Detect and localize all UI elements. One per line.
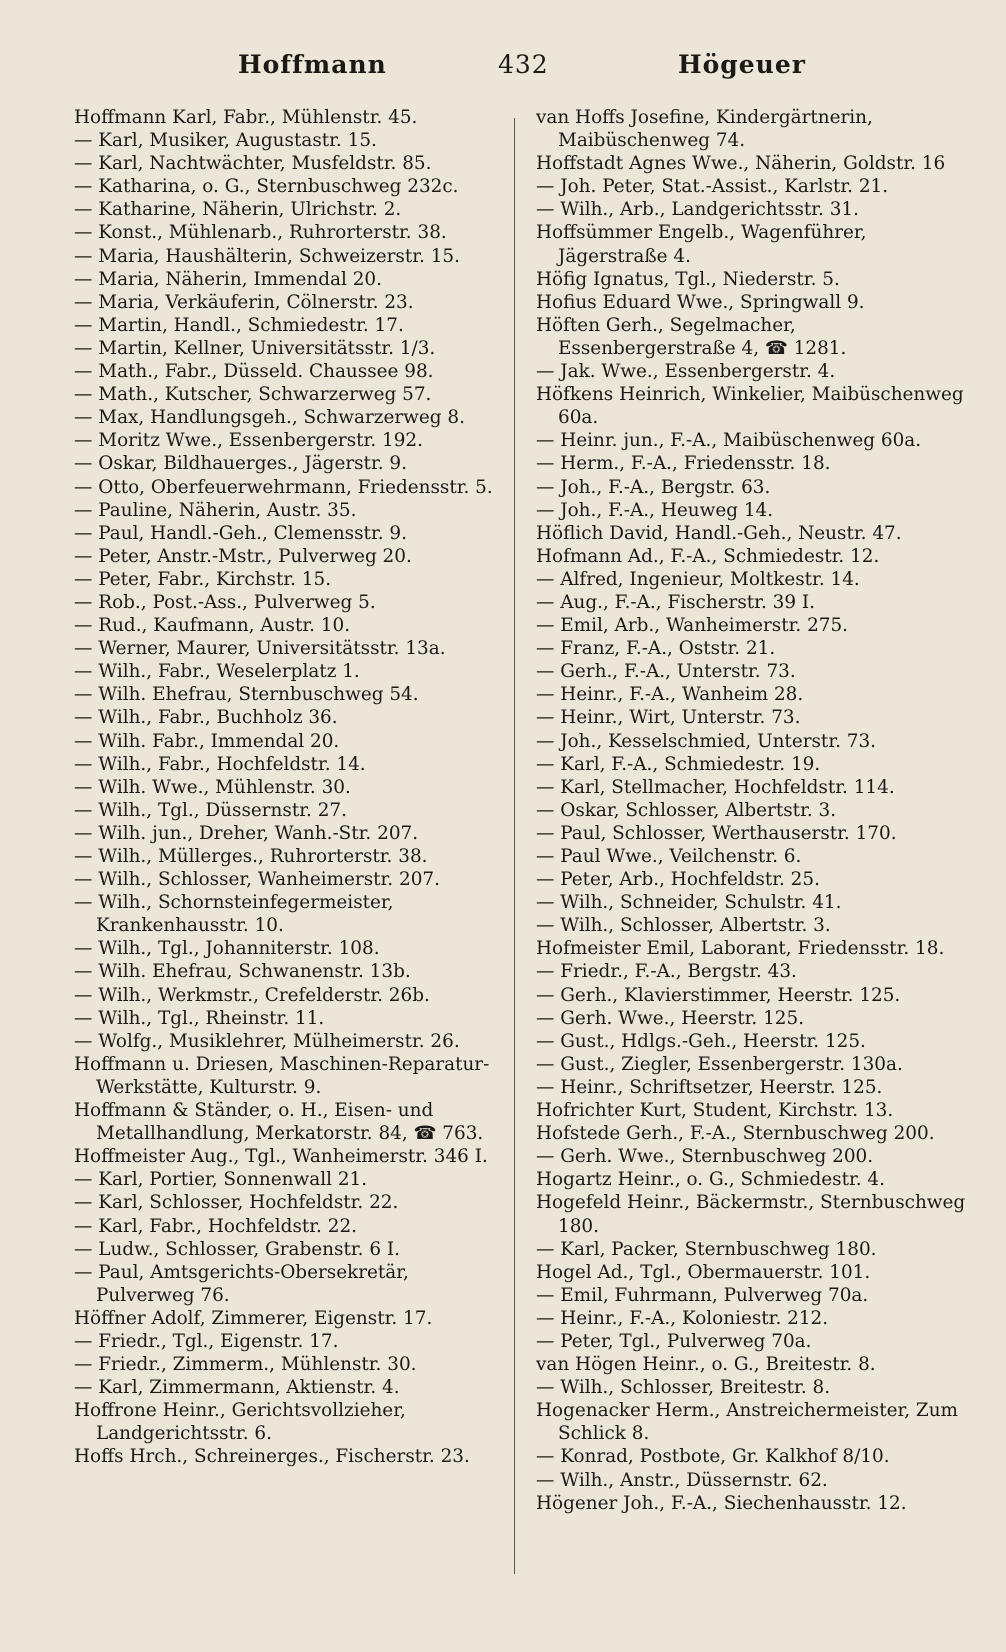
directory-entry: — Wilh., Werkmstr., Crefelderstr. 26b. [74,984,430,1006]
directory-entry: — Aug., F.-A., Fischerstr. 39 I. [536,591,815,613]
directory-entry: — Moritz Wwe., Essenbergerstr. 192. [74,430,423,452]
directory-entry: — Konst., Mühlenarb., Ruhrorterstr. 38. [74,222,447,244]
directory-entry: — Peter, Arb., Hochfeldstr. 25. [536,869,820,891]
directory-entry: — Karl, Fabr., Hochfeldstr. 22. [74,1215,357,1237]
directory-entry: — Ludw., Schlosser, Grabenstr. 6 I. [74,1238,400,1260]
directory-entry: — Karl, Musiker, Augustastr. 15. [74,130,377,152]
directory-entry: — Wilh. jun., Dreher, Wanh.-Str. 207. [74,822,419,844]
directory-entry: — Wilh., Tgl., Düssernstr. 27. [74,799,347,821]
directory-entry: — Friedr., Tgl., Eigenstr. 17. [74,1330,339,1352]
directory-entry: — Wolfg., Musiklehrer, Mülheimerstr. 26. [74,1030,460,1052]
directory-entry: Hoffmann u. Driesen, Maschinen-Reparatur-Werkstätte, Kulturstr. 9. [74,1053,490,1098]
directory-entry: — Karl, Schlosser, Hochfeldstr. 22. [74,1192,399,1214]
directory-entry: — Wilh., Arb., Landgerichtsstr. 31. [536,199,859,221]
left-column [74,106,504,1469]
directory-entry: Höfig Ignatus, Tgl., Niederstr. 5. [536,268,840,290]
directory-entry: Hogenacker Herm., Anstreichermeister, Zum Schlick 8. [536,1400,958,1445]
directory-entry: — Rud., Kaufmann, Austr. 10. [74,615,351,637]
directory-entry: Hogefeld Heinr., Bäckermstr., Sternbuschweg 180. [536,1192,966,1237]
directory-entry: Hofius Eduard Wwe., Springwall 9. [536,291,865,313]
directory-entry: van Hoffs Josefine, Kindergärtnerin, Maibüschenweg 74. [536,107,873,152]
directory-entry: — Katharina, o. G., Sternbuschweg 232c. [74,176,459,198]
directory-entry: Hogartz Heinr., o. G., Schmiedestr. 4. [536,1169,885,1191]
directory-entry: — Joh., F.-A., Heuweg 14. [536,499,774,521]
directory-entry: Höflich David, Handl.-Geh., Neustr. 47. [536,522,902,544]
directory-entry: — Gust., Ziegler, Essenbergerstr. 130a. [536,1053,903,1075]
directory-entry: — Gerh., Klavierstimmer, Heerstr. 125. [536,984,901,1006]
directory-entry: — Wilh. Fabr., Immendal 20. [74,730,340,752]
directory-entry: Hofmann Ad., F.-A., Schmiedestr. 12. [536,545,880,567]
directory-entry: — Math., Kutscher, Schwarzerweg 57. [74,384,432,406]
directory-entry: Hoffstadt Agnes Wwe., Näherin, Goldstr. 16 [536,153,946,175]
directory-entry: — Wilh., Tgl., Johanniterstr. 108. [74,938,380,960]
directory-entry: — Martin, Handl., Schmiedestr. 17. [74,314,404,336]
running-head-right: Högeuer [678,50,806,79]
directory-entry: — Friedr., F.-A., Bergstr. 43. [536,961,797,983]
directory-entry: — Otto, Oberfeuerwehrmann, Friedensstr. 5. [74,476,493,498]
directory-entry: Hofrichter Kurt, Student, Kirchstr. 13. [536,1100,894,1122]
directory-entry: — Heinr., Wirt, Unterstr. 73. [536,707,801,729]
directory-entry: — Oskar, Bildhauerges., Jägerstr. 9. [74,453,407,475]
directory-entry: Hoffmeister Aug., Tgl., Wanheimerstr. 346 I. [74,1146,488,1168]
directory-entry: — Karl, F.-A., Schmiedestr. 19. [536,753,821,775]
directory-entry: — Maria, Näherin, Immendal 20. [74,268,382,290]
directory-entry: Hoffmann & Ständer, o. H., Eisen- und Metallhandlung, Merkatorstr. 84, ☎ 763. [74,1100,484,1145]
directory-entry: — Emil, Arb., Wanheimerstr. 275. [536,615,849,637]
directory-entry: — Gerh. Wwe., Sternbuschweg 200. [536,1146,874,1168]
directory-entry: — Karl, Zimmermann, Aktienstr. 4. [74,1377,400,1399]
directory-entry: — Max, Handlungsgeh., Schwarzerweg 8. [74,407,465,429]
directory-entry: — Friedr., Zimmerm., Mühlenstr. 30. [74,1354,417,1376]
directory-entry: — Heinr., F.-A., Koloniestr. 212. [536,1307,829,1329]
directory-entry: — Wilh., Fabr., Hochfeldstr. 14. [74,753,366,775]
directory-entry: — Maria, Haushälterin, Schweizerstr. 15. [74,245,460,267]
right-column [536,106,966,1515]
directory-entry: — Heinr., F.-A., Wanheim 28. [536,684,804,706]
directory-entry: — Wilh., Fabr., Buchholz 36. [74,707,338,729]
directory-entry: — Wilh., Müllerges., Ruhrorterstr. 38. [74,846,428,867]
directory-entry: — Joh., Kesselschmied, Unterstr. 73. [536,730,877,752]
directory-entry: — Wilh., Schornsteinfegermeister, Krankenhausstr. 10. [74,892,394,937]
directory-entry: — Heinr., Schriftsetzer, Heerstr. 125. [536,1076,883,1098]
directory-entry: — Karl, Nachtwächter, Musfeldstr. 85. [74,153,432,175]
directory-entry: — Wilh., Schlosser, Wanheimerstr. 207. [74,869,440,891]
directory-entry: — Math., Fabr., Düsseld. Chaussee 98. [74,361,434,383]
directory-entry: — Pauline, Näherin, Austr. 35. [74,499,357,521]
directory-entry: — Wilh. Wwe., Mühlenstr. 30. [74,776,351,798]
directory-entry: — Joh., F.-A., Bergstr. 63. [536,476,771,498]
directory-entry: — Wilh., Fabr., Weselerplatz 1. [74,661,360,683]
directory-entry: — Gerh. Wwe., Heerstr. 125. [536,1007,805,1029]
directory-entry: — Peter, Anstr.-Mstr., Pulverweg 20. [74,545,412,567]
directory-entry: — Alfred, Ingenieur, Moltkestr. 14. [536,568,860,590]
directory-entry: — Katharine, Näherin, Ulrichstr. 2. [74,199,402,221]
directory-entry: — Paul, Amtsgerichts-Obersekretär, Pulverweg 76. [74,1261,409,1306]
directory-entry: Hogel Ad., Tgl., Obermauerstr. 101. [536,1261,871,1283]
directory-entry: — Wilh., Schneider, Schulstr. 41. [536,892,842,914]
directory-entry: — Jak. Wwe., Essenbergerstr. 4. [536,361,836,383]
directory-entry: — Maria, Verkäuferin, Cölnerstr. 23. [74,291,414,313]
directory-entry: Höfkens Heinrich, Winkelier, Maibüschenweg 60a. [536,384,964,429]
directory-entry: Hoffmann Karl, Fabr., Mühlenstr. 45. [74,107,418,128]
directory-entry: — Heinr. jun., F.-A., Maibüschenweg 60a. [536,430,922,452]
directory-entry: — Joh. Peter, Stat.-Assist., Karlstr. 21. [536,176,889,198]
directory-entry: — Gust., Hdlgs.-Geh., Heerstr. 125. [536,1030,866,1052]
directory-entry: — Gerh., F.-A., Unterstr. 73. [536,661,796,683]
directory-entry: Hofstede Gerh., F.-A., Sternbuschweg 200. [536,1123,935,1145]
directory-entry: Höffner Adolf, Zimmerer, Eigenstr. 17. [74,1307,433,1329]
directory-entry: — Karl, Portier, Sonnenwall 21. [74,1169,368,1191]
page-number: 432 [498,50,549,79]
directory-entry: — Wilh., Schlosser, Albertstr. 3. [536,915,831,937]
directory-entry: — Herm., F.-A., Friedensstr. 18. [536,453,831,475]
directory-entry: Hofmeister Emil, Laborant, Friedensstr. 18. [536,938,945,960]
directory-entry: — Peter, Fabr., Kirchstr. 15. [74,568,332,590]
directory-entry: Högener Joh., F.-A., Siechenhausstr. 12. [536,1492,907,1514]
directory-entry: — Karl, Packer, Sternbuschweg 180. [536,1238,877,1260]
directory-entry: — Wilh. Ehefrau, Sternbuschweg 54. [74,684,419,706]
directory-entry: — Konrad, Postbote, Gr. Kalkhof 8/10. [536,1446,890,1468]
directory-entry: — Werner, Maurer, Universitätsstr. 13a. [74,638,446,660]
directory-entry: — Karl, Stellmacher, Hochfeldstr. 114. [536,776,895,798]
directory-entry: Hoffsümmer Engelb., Wagenführer, Jägerstraße 4. [536,222,867,267]
directory-entry: Hoffrone Heinr., Gerichtsvollzieher, Landgerichtsstr. 6. [74,1400,406,1445]
directory-entry: Höften Gerh., Segelmacher, Essenbergerstraße 4, ☎ 1281. [536,314,847,359]
directory-entry: — Paul, Handl.-Geh., Clemensstr. 9. [74,522,407,544]
directory-entry: Hoffs Hrch., Schreinerges., Fischerstr. 23. [74,1446,470,1468]
directory-entry: — Emil, Fuhrmann, Pulverweg 70a. [536,1284,869,1306]
directory-entry: — Rob., Post.-Ass., Pulverweg 5. [74,591,376,613]
directory-entry: van Högen Heinr., o. G., Breitestr. 8. [536,1354,876,1376]
directory-entry: — Wilh., Anstr., Düssernstr. 62. [536,1469,828,1491]
directory-entry: — Paul Wwe., Veilchenstr. 6. [536,846,802,867]
directory-entry: — Paul, Schlosser, Werthauserstr. 170. [536,822,897,844]
directory-entry: — Wilh., Schlosser, Breitestr. 8. [536,1377,831,1399]
directory-entry: — Oskar, Schlosser, Albertstr. 3. [536,799,837,821]
running-head-left: Hoffmann [238,50,387,79]
directory-entry: — Franz, F.-A., Oststr. 21. [536,638,776,660]
directory-entry: — Martin, Kellner, Universitätsstr. 1/3. [74,337,436,359]
directory-entry: — Wilh., Tgl., Rheinstr. 11. [74,1007,325,1029]
column-divider [514,118,515,1574]
directory-entry: — Peter, Tgl., Pulverweg 70a. [536,1330,812,1352]
directory-entry: — Wilh. Ehefrau, Schwanenstr. 13b. [74,961,411,983]
